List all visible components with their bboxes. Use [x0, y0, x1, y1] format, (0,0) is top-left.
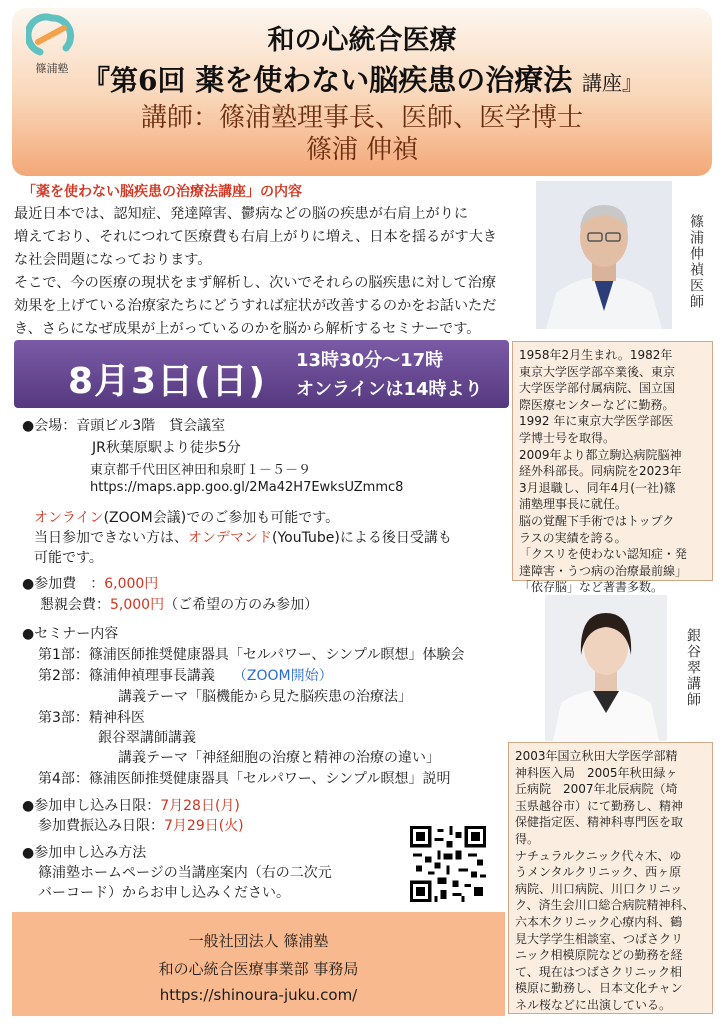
bio-line: 丘病院 2007年北辰病院（埼: [515, 782, 678, 797]
lecturer1-vertical-name: 篠浦伸禎医師: [688, 214, 704, 310]
intro-line: 増えており、それにつれて医療費も右肩上がりに増え、日本を揺るがす大き: [14, 229, 497, 245]
bullet-icon: ●: [22, 576, 35, 592]
logo-text: 篠浦塾: [35, 62, 69, 75]
fee-value: 6,000円: [104, 576, 159, 592]
event-date-bar: [14, 340, 509, 408]
online-time: オンラインは14時より: [296, 379, 483, 400]
intro-line: 最近日本では、認知症、発達障害、鬱病などの脳の疾患が右肩上がりに: [14, 206, 469, 222]
page-title: 和の心統合医療: [267, 25, 457, 56]
subtitle-prefix: 『第6回: [82, 64, 186, 97]
bio-line: て、現在はつばさクリニック相: [515, 964, 683, 979]
online-note: オンライン(ZOOM会議)でのご参加も可能です。: [34, 510, 340, 526]
footer-office: 和の心統合医療事業部 事務局: [158, 960, 359, 978]
bio-line: ニック相模原院などの勤務を経: [515, 948, 683, 963]
lecturer2-bio: [508, 742, 713, 1014]
lecturer-line: 講師：篠浦塾理事長、医師、医学博士: [140, 103, 583, 133]
ondemand-note: 当日参加できない方は、オンデマンド(YouTube)による後日受講も: [34, 530, 452, 546]
bio-line: 1958年2月生まれ。1982年: [519, 348, 673, 362]
intro-line: そこで、今の医療の現状をまず解析し、次いでそれらの脳疾患に対して治療: [14, 275, 497, 291]
subtitle-suffix: 講座』: [582, 71, 642, 95]
apply-title: ●参加申し込み方法: [22, 845, 147, 861]
venue-access: JR秋葉原駅より徒歩5分: [92, 440, 241, 456]
qr-code[interactable]: [410, 826, 486, 902]
lecturer1-bio: [512, 341, 713, 595]
intro-title: 「薬を使わない脳疾患の治療法講座」の内容: [22, 184, 302, 200]
intro-line: 効果を上げている治療家たちにどうすれば症状が改善するのかをお話いただ: [14, 298, 497, 314]
seminar-part3: 第3部：精神科医: [38, 710, 145, 726]
subtitle-main: 薬を使わない脳疾患の治療法: [195, 63, 573, 97]
bio-line: ク、済生会川口総合病院精神科、: [515, 898, 695, 913]
bio-line: 際医療センターなどに勤務。: [519, 397, 675, 412]
seminar-title: ●セミナー内容: [22, 626, 119, 642]
bio-line: 「クスリを使わない認知症・発: [519, 547, 687, 562]
seminar-part3-sub: 銀谷翠講師講義: [98, 730, 196, 746]
bio-line: 浦塾理事長に就任。: [519, 497, 628, 512]
intro-line: な社会問題になっております。: [14, 252, 212, 268]
pay-deadline: 参加費振込み日限：7月29日(火): [38, 818, 244, 834]
bio-line: 病院、川口病院、川口クリニッ: [515, 881, 683, 896]
online-word: オンライン: [34, 510, 104, 526]
bio-line: 3月退職し、同年4月(一社)篠: [519, 480, 676, 495]
bio-line: 六本木クリニック心療内科、鶴: [515, 914, 683, 929]
lecturer-name: 篠浦 伸禎: [305, 135, 419, 165]
page-subtitle: [0, 58, 724, 99]
bio-line: 模原に勤務し、日本文化チャン: [515, 981, 683, 996]
bio-line: 脳の覚醒下手術ではトップク: [519, 513, 675, 528]
bio-line: 玉県越谷市）にて勤務し、精神: [515, 798, 684, 813]
apply-line1: 篠浦塾ホームページの当講座案内（右の二次元: [38, 865, 332, 881]
bio-line: 2009年より都立駒込病院脳神: [519, 447, 682, 462]
seminar-part1: 第1部：篠浦医師推奨健康器具「セルパワー、シンプル瞑想」体験会: [38, 647, 465, 663]
bio-line: 経外科部長。同病院を2023年: [519, 464, 682, 479]
footer-org: 一般社団法人 篠浦塾: [188, 932, 329, 950]
party-fee-row: 懇親会費：5,000円（ご希望の方のみ参加）: [40, 597, 319, 613]
bio-line: ネル桜などに出演している。: [515, 997, 672, 1012]
bio-line: 学博士号を取得。: [519, 430, 616, 445]
venue-label: ●会場：音頭ビル3階 貸会議室: [22, 418, 226, 434]
bio-line: 東京大学医学部卒業後、東京: [519, 364, 676, 379]
seminar-part3-theme: 講義テーマ「神経細胞の治療と精神の治療の違い」: [118, 750, 440, 766]
intro-line: き、さらになぜ成果が上がっているのかを脳から解析するセミナーです。: [14, 321, 481, 337]
bullet-icon: ●: [22, 845, 35, 861]
event-time: 13時30分～17時: [296, 350, 444, 371]
bullet-icon: ●: [22, 798, 35, 814]
venue-address: 東京都千代田区神田和泉町１－５－９: [90, 463, 312, 478]
bio-line: 得。: [515, 831, 540, 846]
bio-line: ナチュラルクニック代々木、ゆ: [515, 848, 682, 863]
bio-line: 1992 年に東京大学医学部医: [519, 414, 674, 429]
bio-line: 2003年国立秋田大学医学部精: [515, 749, 678, 763]
ondemand-note-end: 可能です。: [34, 550, 103, 566]
footer-url[interactable]: https://shinoura-juku.com/: [159, 986, 358, 1004]
bullet-icon: ●: [22, 418, 35, 434]
fee-row: ●参加費 ：6,000円: [22, 576, 159, 592]
bio-line: 保健指定医、精神科専門医を取: [515, 815, 684, 830]
apply-deadline-date: 7月28日(月): [160, 798, 240, 814]
lecturer2-vertical-name: 銀谷翠講師: [685, 628, 701, 708]
bio-line: うメンタルクリニック、西ヶ原: [515, 865, 682, 880]
party-fee-value: 5,000円: [110, 597, 165, 613]
ondemand-word: オンデマンド: [188, 530, 272, 546]
apply-line2: バーコード）からお申し込みください。: [38, 885, 290, 901]
bullet-icon: ●: [22, 626, 35, 642]
seminar-part2: 第2部：篠浦伸禎理事長講義 （ZOOM開始）: [38, 668, 333, 684]
lecturer1-photo: [536, 181, 672, 329]
bio-line: 大学医学部付属病院、国立国: [519, 381, 676, 396]
venue-map-link[interactable]: https://maps.app.goo.gl/2Ma42H7EwksUZmmc8: [90, 480, 404, 495]
zoom-note: （ZOOM開始）: [232, 668, 333, 684]
bio-line: ラスの実績を誇る。: [519, 530, 627, 545]
event-date: 8月3日(日): [68, 361, 267, 402]
bio-line: 達障害・うつ病の治療最前線」: [519, 563, 688, 578]
bio-line: 「依存脳」など著書多数。: [519, 580, 664, 595]
bio-line: 神科医入局 2005年秋田緑ヶ: [515, 765, 678, 780]
seminar-part2-theme: 講義テーマ「脳機能から見た脳疾患の治療法」: [118, 689, 412, 705]
intro-text: [14, 203, 514, 341]
bio-line: 見大学学生相談室、つばさクリ: [515, 931, 684, 946]
apply-deadline: ●参加申し込み日限：7月28日(月): [22, 798, 240, 814]
footer-box: [12, 912, 505, 1016]
seminar-part4: 第4部：篠浦医師推奨健康器具「セルパワー、シンプル瞑想」説明: [38, 771, 451, 787]
lecturer2-photo: [545, 595, 667, 741]
pay-deadline-date: 7月29日(火): [164, 818, 244, 834]
